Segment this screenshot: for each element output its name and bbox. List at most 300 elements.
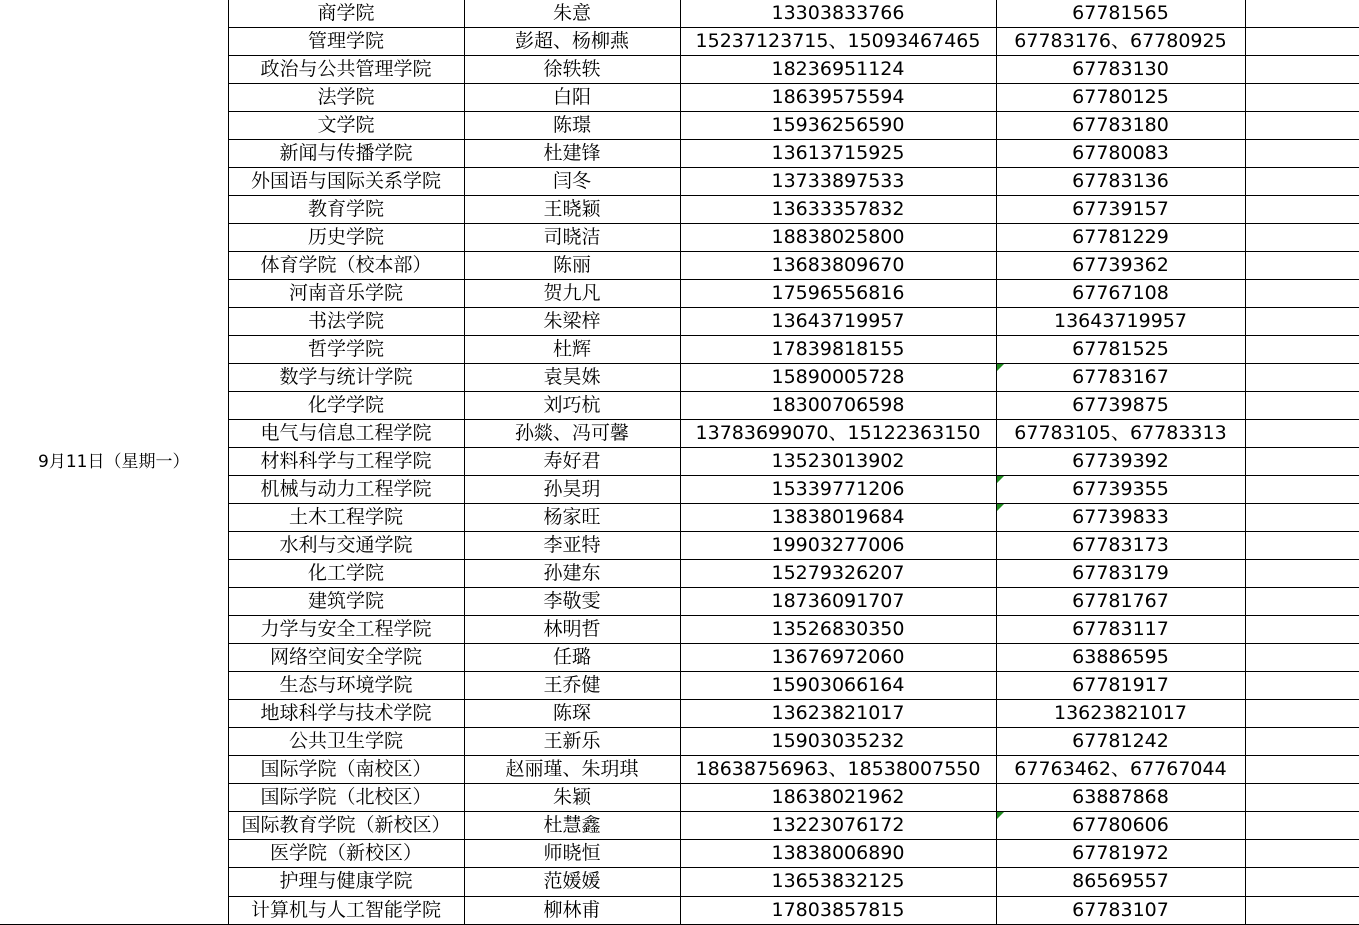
college-cell-text: 商学院	[317, 2, 375, 24]
contact-person-cell[interactable]	[464, 392, 680, 420]
office-phone-cell[interactable]	[996, 168, 1245, 196]
empty-cell[interactable]	[1245, 56, 1359, 84]
table-row	[0, 0, 1359, 28]
contact-person-cell[interactable]	[464, 756, 680, 784]
contact-person-cell-text: 彭超、杨柳燕	[514, 30, 629, 53]
mobile-phone-cell[interactable]	[680, 252, 996, 280]
office-phone-cell[interactable]	[996, 756, 1245, 784]
college-cell-text: 公共卫生学院	[288, 730, 403, 753]
office-phone-cell-text: 67783167	[1072, 366, 1169, 389]
office-phone-cell[interactable]	[996, 280, 1245, 308]
college-cell[interactable]	[228, 140, 464, 168]
college-cell-text: 水利与交通学院	[279, 534, 413, 557]
college-cell[interactable]	[228, 56, 464, 84]
contact-person-cell[interactable]	[464, 364, 680, 392]
office-phone-cell-text: 67739157	[1072, 198, 1169, 221]
contact-person-cell-text: 闫冬	[552, 170, 591, 193]
contact-person-cell-text: 赵丽瑾、朱玥琪	[505, 758, 639, 781]
college-cell-text: 管理学院	[307, 30, 384, 53]
empty-cell[interactable]	[1245, 364, 1359, 392]
college-cell[interactable]	[228, 0, 464, 28]
office-phone-cell-text: 67763462、67767044	[1014, 758, 1227, 781]
college-cell[interactable]	[228, 672, 464, 700]
mobile-phone-cell-text: 18639575594	[771, 86, 905, 109]
mobile-phone-cell[interactable]	[680, 112, 996, 140]
college-cell[interactable]	[228, 868, 464, 896]
empty-cell[interactable]	[1245, 112, 1359, 140]
empty-cell[interactable]	[1245, 700, 1359, 728]
mobile-phone-cell[interactable]	[680, 840, 996, 868]
college-cell[interactable]	[228, 168, 464, 196]
empty-cell[interactable]	[1245, 196, 1359, 224]
college-cell-text: 外国语与国际关系学院	[250, 170, 441, 193]
college-cell[interactable]	[228, 308, 464, 336]
contact-person-cell-text: 陈璟	[552, 114, 591, 137]
college-cell[interactable]	[228, 896, 464, 925]
office-phone-cell-text: 67783179	[1072, 562, 1169, 585]
office-phone-cell[interactable]	[996, 420, 1245, 448]
college-cell-text: 国际学院（南校区）	[260, 758, 432, 781]
empty-cell[interactable]	[1245, 476, 1359, 504]
mobile-phone-cell-text: 17839818155	[771, 338, 905, 361]
office-phone-cell-text: 67781229	[1072, 226, 1169, 249]
mobile-phone-cell[interactable]	[680, 588, 996, 616]
office-phone-cell-text: 67783180	[1072, 114, 1169, 137]
college-cell-text: 医学院（新校区）	[269, 842, 422, 865]
mobile-phone-cell-text: 13653832125	[771, 870, 905, 893]
college-cell-text: 网络空间安全学院	[269, 646, 422, 669]
college-cell-text: 化工学院	[307, 562, 384, 585]
mobile-phone-cell[interactable]	[680, 420, 996, 448]
mobile-phone-cell-text: 18638756963、18538007550	[695, 758, 981, 781]
office-phone-cell[interactable]	[996, 644, 1245, 672]
contact-person-cell[interactable]	[464, 336, 680, 364]
contact-person-cell-text: 陈琛	[552, 702, 591, 725]
mobile-phone-cell[interactable]	[680, 168, 996, 196]
college-cell-text: 新闻与传播学院	[279, 142, 413, 165]
college-cell[interactable]	[228, 224, 464, 252]
contact-person-cell[interactable]	[464, 840, 680, 868]
mobile-phone-cell-text: 13613715925	[771, 142, 905, 165]
mobile-phone-cell[interactable]	[680, 84, 996, 112]
mobile-phone-cell[interactable]	[680, 140, 996, 168]
contact-person-cell[interactable]	[464, 280, 680, 308]
college-cell[interactable]	[228, 448, 464, 476]
empty-cell[interactable]	[1245, 280, 1359, 308]
college-cell-text: 法学院	[317, 86, 375, 109]
empty-cell[interactable]	[1245, 588, 1359, 616]
contact-person-cell[interactable]	[464, 504, 680, 532]
mobile-phone-cell[interactable]	[680, 504, 996, 532]
contact-person-cell-text: 朱梁梓	[543, 310, 601, 333]
contact-person-cell-text: 孙昊玥	[543, 478, 601, 501]
office-phone-cell[interactable]	[996, 84, 1245, 112]
contact-person-cell[interactable]	[464, 0, 680, 28]
mobile-phone-cell[interactable]	[680, 728, 996, 756]
contact-person-cell[interactable]	[464, 56, 680, 84]
empty-cell[interactable]	[1245, 224, 1359, 252]
office-phone-cell-text: 67781525	[1072, 338, 1169, 361]
college-cell[interactable]	[228, 280, 464, 308]
mobile-phone-cell[interactable]	[680, 0, 996, 28]
empty-cell[interactable]	[1245, 840, 1359, 868]
mobile-phone-cell-text: 13676972060	[771, 646, 905, 669]
empty-cell[interactable]	[1245, 0, 1359, 28]
empty-cell[interactable]	[1245, 392, 1359, 420]
mobile-phone-cell[interactable]	[680, 868, 996, 896]
mobile-phone-cell-text: 15279326207	[771, 562, 905, 585]
contact-person-cell-text: 刘巧杭	[543, 394, 601, 417]
contact-person-cell-text: 朱意	[552, 2, 591, 24]
mobile-phone-cell-text: 13733897533	[771, 170, 905, 193]
empty-cell[interactable]	[1245, 140, 1359, 168]
contact-person-cell-text: 寿好君	[543, 450, 601, 473]
empty-cell[interactable]	[1245, 532, 1359, 560]
office-phone-cell-text: 67783176、67780925	[1014, 30, 1227, 53]
contact-person-cell-text: 杜慧鑫	[543, 814, 601, 837]
comment-indicator-icon	[997, 476, 1004, 483]
contact-person-cell[interactable]	[464, 448, 680, 476]
office-phone-cell[interactable]	[996, 308, 1245, 336]
college-cell-text: 河南音乐学院	[288, 282, 403, 305]
office-phone-cell[interactable]	[996, 0, 1245, 28]
mobile-phone-cell[interactable]	[680, 700, 996, 728]
college-cell[interactable]	[228, 784, 464, 812]
contact-person-cell[interactable]	[464, 588, 680, 616]
college-cell[interactable]	[228, 504, 464, 532]
mobile-phone-cell[interactable]	[680, 672, 996, 700]
empty-cell[interactable]	[1245, 868, 1359, 896]
mobile-phone-cell[interactable]	[680, 448, 996, 476]
college-cell-text: 计算机与人工智能学院	[250, 898, 441, 921]
office-phone-cell-text: 67781972	[1072, 842, 1169, 865]
contact-person-cell[interactable]	[464, 728, 680, 756]
empty-cell[interactable]	[1245, 896, 1359, 925]
contact-person-cell-text: 司晓洁	[543, 226, 601, 249]
mobile-phone-cell-text: 15903035232	[771, 730, 905, 753]
office-phone-cell-text: 67783105、67783313	[1014, 422, 1227, 445]
comment-indicator-icon	[997, 364, 1004, 371]
mobile-phone-cell[interactable]	[680, 476, 996, 504]
contact-person-cell-text: 贺九凡	[543, 282, 601, 305]
college-cell-text: 地球科学与技术学院	[260, 702, 432, 725]
college-cell-text: 政治与公共管理学院	[260, 58, 432, 81]
mobile-phone-cell-text: 13643719957	[771, 310, 905, 333]
office-phone-cell-text: 63887868	[1072, 786, 1169, 809]
empty-cell[interactable]	[1245, 728, 1359, 756]
office-phone-cell-text: 67783136	[1072, 170, 1169, 193]
empty-cell[interactable]	[1245, 644, 1359, 672]
mobile-phone-cell[interactable]	[680, 616, 996, 644]
mobile-phone-cell-text: 13633357832	[771, 198, 905, 221]
college-cell-text: 建筑学院	[307, 590, 384, 613]
mobile-phone-cell[interactable]	[680, 336, 996, 364]
empty-cell[interactable]	[1245, 336, 1359, 364]
college-cell[interactable]	[228, 28, 464, 56]
college-cell-text: 化学学院	[307, 394, 384, 417]
empty-cell[interactable]	[1245, 560, 1359, 588]
office-phone-cell[interactable]	[996, 812, 1245, 840]
contact-person-cell[interactable]	[464, 672, 680, 700]
college-cell-text: 数学与统计学院	[279, 366, 413, 389]
office-phone-cell-text: 67739833	[1072, 506, 1169, 529]
empty-cell[interactable]	[1245, 252, 1359, 280]
mobile-phone-cell-text: 15237123715、15093467465	[695, 30, 981, 53]
mobile-phone-cell-text: 13838019684	[771, 506, 905, 529]
office-phone-cell-text: 67783130	[1072, 58, 1169, 81]
mobile-phone-cell[interactable]	[680, 896, 996, 925]
contact-person-cell[interactable]	[464, 868, 680, 896]
college-cell-text: 教育学院	[307, 198, 384, 221]
college-cell-text: 电气与信息工程学院	[260, 422, 432, 445]
mobile-phone-cell-text: 19903277006	[771, 534, 905, 557]
college-cell-text: 材料科学与工程学院	[260, 450, 432, 473]
contact-person-cell-text: 杨家旺	[543, 506, 601, 529]
college-cell[interactable]	[228, 728, 464, 756]
empty-cell[interactable]	[1245, 448, 1359, 476]
mobile-phone-cell-text: 13523013902	[771, 450, 905, 473]
date-cell[interactable]	[0, 0, 228, 925]
office-phone-cell[interactable]	[996, 448, 1245, 476]
office-phone-cell[interactable]	[996, 140, 1245, 168]
college-cell[interactable]	[228, 364, 464, 392]
empty-cell[interactable]	[1245, 84, 1359, 112]
college-cell-text: 哲学学院	[307, 338, 384, 361]
mobile-phone-cell-text: 13683809670	[771, 254, 905, 277]
mobile-phone-cell-text: 15339771206	[771, 478, 905, 501]
college-cell[interactable]	[228, 756, 464, 784]
mobile-phone-cell-text: 15903066164	[771, 674, 905, 697]
mobile-phone-cell-text: 13623821017	[771, 702, 905, 725]
office-phone-cell-text: 67780125	[1072, 86, 1169, 109]
contact-person-cell[interactable]	[464, 252, 680, 280]
contact-person-cell[interactable]	[464, 168, 680, 196]
mobile-phone-cell[interactable]	[680, 308, 996, 336]
office-phone-cell-text: 67780606	[1072, 814, 1169, 837]
office-phone-cell-text: 13623821017	[1054, 702, 1187, 725]
mobile-phone-cell-text: 13223076172	[771, 814, 905, 837]
college-cell[interactable]	[228, 532, 464, 560]
office-phone-cell[interactable]	[996, 840, 1245, 868]
mobile-phone-cell-text: 13783699070、15122363150	[695, 422, 981, 445]
mobile-phone-cell-text: 17803857815	[771, 898, 905, 921]
college-cell-text: 土木工程学院	[288, 506, 403, 529]
college-cell[interactable]	[228, 616, 464, 644]
contact-person-cell-text: 任璐	[552, 646, 591, 669]
contact-person-cell[interactable]	[464, 812, 680, 840]
mobile-phone-cell[interactable]	[680, 28, 996, 56]
office-phone-cell-text: 67781565	[1072, 2, 1169, 24]
mobile-phone-cell[interactable]	[680, 532, 996, 560]
contact-person-cell-text: 白阳	[552, 86, 591, 109]
empty-cell[interactable]	[1245, 784, 1359, 812]
office-phone-cell-text: 67739355	[1072, 478, 1169, 501]
office-phone-cell-text: 67739392	[1072, 450, 1169, 473]
office-phone-cell[interactable]	[996, 224, 1245, 252]
contact-person-cell-text: 李亚特	[543, 534, 601, 557]
office-phone-cell[interactable]	[996, 112, 1245, 140]
college-cell[interactable]	[228, 700, 464, 728]
contact-person-cell-text: 李敬雯	[543, 590, 601, 613]
contact-person-cell-text: 孙建东	[543, 562, 601, 585]
contact-person-cell[interactable]	[464, 224, 680, 252]
contact-person-cell-text: 孙燚、冯可馨	[514, 422, 629, 445]
contact-person-cell[interactable]	[464, 700, 680, 728]
college-cell-text: 文学院	[317, 114, 375, 137]
mobile-phone-cell[interactable]	[680, 560, 996, 588]
office-phone-cell[interactable]	[996, 392, 1245, 420]
contact-person-cell-text: 林明哲	[543, 618, 601, 641]
contact-person-cell-text: 柳林甫	[543, 898, 601, 921]
contact-person-cell-text: 朱颖	[552, 786, 591, 809]
contact-person-cell[interactable]	[464, 476, 680, 504]
contact-person-cell[interactable]	[464, 308, 680, 336]
contact-person-cell-text: 徐轶轶	[543, 58, 601, 81]
contact-person-cell[interactable]	[464, 896, 680, 925]
office-phone-cell-text: 86569557	[1072, 870, 1169, 893]
college-cell-text: 历史学院	[307, 226, 384, 249]
mobile-phone-cell-text: 18236951124	[771, 58, 905, 81]
contact-person-cell[interactable]	[464, 140, 680, 168]
mobile-phone-cell[interactable]	[680, 392, 996, 420]
contact-person-cell-text: 王新乐	[543, 730, 601, 753]
contact-person-cell[interactable]	[464, 644, 680, 672]
office-phone-cell-text: 67767108	[1072, 282, 1169, 305]
office-phone-cell-text: 67781917	[1072, 674, 1169, 697]
contact-person-cell-text: 杜建锋	[543, 142, 601, 165]
mobile-phone-cell[interactable]	[680, 56, 996, 84]
office-phone-cell-text: 63886595	[1072, 646, 1169, 669]
contact-person-cell-text: 师晓恒	[543, 842, 601, 865]
empty-cell[interactable]	[1245, 616, 1359, 644]
college-cell-text: 机械与动力工程学院	[260, 478, 432, 501]
empty-cell[interactable]	[1245, 420, 1359, 448]
comment-indicator-icon	[997, 504, 1004, 511]
office-phone-cell[interactable]	[996, 588, 1245, 616]
college-cell-text: 国际学院（北校区）	[260, 786, 432, 809]
office-phone-cell[interactable]	[996, 504, 1245, 532]
office-phone-cell[interactable]	[996, 56, 1245, 84]
college-cell-text: 生态与环境学院	[279, 674, 413, 697]
mobile-phone-cell-text: 18300706598	[771, 394, 905, 417]
mobile-phone-cell-text: 15936256590	[771, 114, 905, 137]
college-cell[interactable]	[228, 644, 464, 672]
office-phone-cell[interactable]	[996, 672, 1245, 700]
contact-person-cell-text: 袁昊姝	[543, 366, 601, 389]
college-cell-text: 力学与安全工程学院	[260, 618, 432, 641]
mobile-phone-cell-text: 18736091707	[771, 590, 905, 613]
contact-person-cell[interactable]	[464, 420, 680, 448]
office-phone-cell[interactable]	[996, 28, 1245, 56]
college-cell[interactable]	[228, 84, 464, 112]
office-phone-cell[interactable]	[996, 728, 1245, 756]
contact-person-cell-text: 杜辉	[552, 338, 591, 361]
office-phone-cell-text: 13643719957	[1054, 310, 1187, 333]
college-cell[interactable]	[228, 588, 464, 616]
empty-cell[interactable]	[1245, 28, 1359, 56]
mobile-phone-cell-text: 13526830350	[771, 618, 905, 641]
contact-person-cell[interactable]	[464, 112, 680, 140]
college-cell[interactable]	[228, 812, 464, 840]
mobile-phone-cell-text: 18638021962	[771, 786, 905, 809]
college-cell[interactable]	[228, 476, 464, 504]
contact-person-cell[interactable]	[464, 560, 680, 588]
mobile-phone-cell-text: 13838006890	[771, 842, 905, 865]
office-phone-cell[interactable]	[996, 336, 1245, 364]
office-phone-cell[interactable]	[996, 616, 1245, 644]
office-phone-cell-text: 67780083	[1072, 142, 1169, 165]
comment-indicator-icon	[997, 812, 1004, 819]
empty-cell[interactable]	[1245, 812, 1359, 840]
office-phone-cell-text: 67781767	[1072, 590, 1169, 613]
college-cell[interactable]	[228, 336, 464, 364]
college-cell-text: 护理与健康学院	[279, 870, 413, 893]
mobile-phone-cell-text: 15890005728	[771, 366, 905, 389]
mobile-phone-cell-text: 17596556816	[771, 282, 905, 305]
college-cell[interactable]	[228, 112, 464, 140]
contact-person-cell[interactable]	[464, 532, 680, 560]
office-phone-cell[interactable]	[996, 868, 1245, 896]
contact-person-cell-text: 陈丽	[552, 254, 591, 277]
office-phone-cell-text: 67783117	[1072, 618, 1169, 641]
office-phone-cell-text: 67739875	[1072, 394, 1169, 417]
contact-person-cell[interactable]	[464, 196, 680, 224]
office-phone-cell[interactable]	[996, 476, 1245, 504]
college-cell[interactable]	[228, 392, 464, 420]
college-cell[interactable]	[228, 840, 464, 868]
contact-person-cell[interactable]	[464, 784, 680, 812]
mobile-phone-cell[interactable]	[680, 280, 996, 308]
mobile-phone-cell[interactable]	[680, 644, 996, 672]
college-cell[interactable]	[228, 560, 464, 588]
mobile-phone-cell[interactable]	[680, 364, 996, 392]
empty-cell[interactable]	[1245, 756, 1359, 784]
mobile-phone-cell[interactable]	[680, 784, 996, 812]
mobile-phone-cell-text: 18838025800	[771, 226, 905, 249]
office-phone-cell[interactable]	[996, 700, 1245, 728]
office-phone-cell[interactable]	[996, 252, 1245, 280]
mobile-phone-cell[interactable]	[680, 224, 996, 252]
mobile-phone-cell-text: 13303833766	[771, 2, 905, 24]
empty-cell[interactable]	[1245, 504, 1359, 532]
contact-person-cell[interactable]	[464, 28, 680, 56]
office-phone-cell-text: 67781242	[1072, 730, 1169, 753]
contact-person-cell[interactable]	[464, 616, 680, 644]
college-cell[interactable]	[228, 196, 464, 224]
mobile-phone-cell[interactable]	[680, 756, 996, 784]
mobile-phone-cell[interactable]	[680, 812, 996, 840]
office-phone-cell[interactable]	[996, 784, 1245, 812]
office-phone-cell[interactable]	[996, 560, 1245, 588]
office-phone-cell[interactable]	[996, 532, 1245, 560]
contact-person-cell[interactable]	[464, 84, 680, 112]
office-phone-cell[interactable]	[996, 896, 1245, 925]
office-phone-cell[interactable]	[996, 364, 1245, 392]
office-phone-cell-text: 67739362	[1072, 254, 1169, 277]
college-cell-text: 国际教育学院（新校区）	[241, 814, 451, 837]
date-label: 9月11日（星期一）	[38, 451, 190, 472]
empty-cell[interactable]	[1245, 308, 1359, 336]
office-phone-cell-text: 67783107	[1072, 898, 1169, 921]
empty-cell[interactable]	[1245, 672, 1359, 700]
college-cell[interactable]	[228, 420, 464, 448]
contact-person-cell-text: 范媛媛	[543, 870, 601, 893]
mobile-phone-cell[interactable]	[680, 196, 996, 224]
college-cell-text: 书法学院	[307, 310, 384, 333]
empty-cell[interactable]	[1245, 168, 1359, 196]
college-cell[interactable]	[228, 252, 464, 280]
office-phone-cell[interactable]	[996, 196, 1245, 224]
